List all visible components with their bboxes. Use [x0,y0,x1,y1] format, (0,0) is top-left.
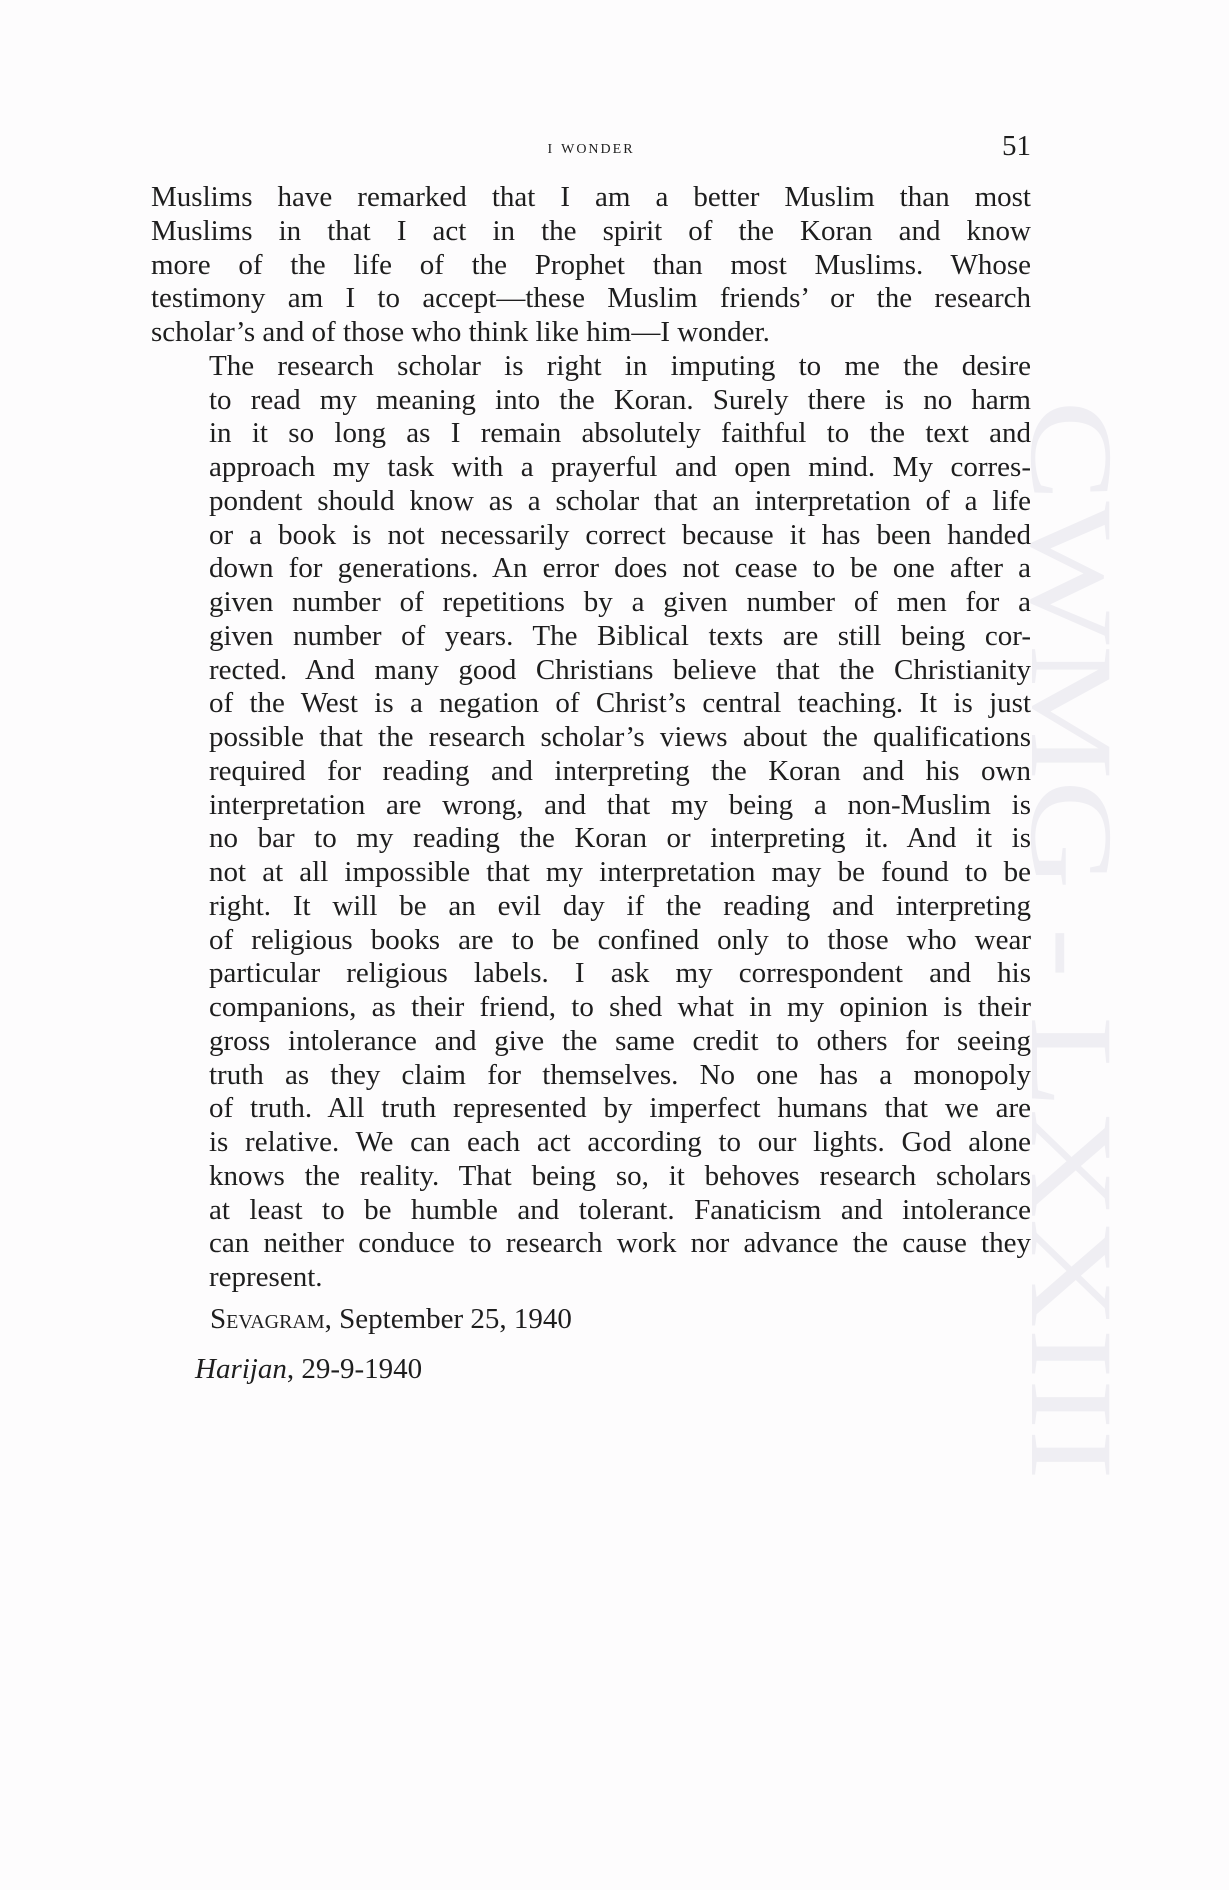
text-line: or a book is not necessarily correct because it has been handed [209,518,1031,551]
text-line: of the West is a negation of Christ’s central teaching. It is just [209,687,1031,720]
text-line: required for reading and interpreting the Koran and his own [209,754,1031,787]
text-line: represent. [209,1261,323,1293]
text-line: truth as they claim for themselves. No one has a monopoly [209,1058,1031,1091]
dateline-date: , September 25, 1940 [324,1303,572,1335]
text-line: The research scholar is right in imputing to me the desire [209,349,1031,382]
watermark-text: CWMG - LXXIII [1006,400,1137,1239]
text-line: can neither conduce to research work nor advance the cause they [209,1227,1031,1260]
source-journal: Harijan [195,1353,287,1385]
text-line: pondent should know as a scholar that an interpretation of a life [209,484,1031,517]
paragraph [151,181,1031,350]
text-line: to read my meaning into the Koran. Surely there is no harm [209,383,1031,416]
text-line: interpretation are wrong, and that my being a non-Muslim is [209,788,1031,821]
text-line: particular religious labels. I ask my correspondent and his [209,957,1031,990]
dateline [210,1303,572,1336]
source-citation [195,1353,422,1386]
text-line: down for generations. An error does not cease to be one after a [209,552,1031,585]
running-title: i wonder [547,136,635,158]
article-body [151,181,1031,1295]
text-line: no bar to my reading the Koran or interpreting it. And it is [209,822,1031,855]
text-line: gross intolerance and give the same credit to others for seeing [209,1024,1031,1057]
text-line: in it so long as I remain absolutely faithful to the text and [209,417,1031,450]
text-line: right. It will be an evil day if the reading and interpreting [209,889,1031,922]
text-line: approach my task with a prayerful and open mind. My corres- [209,451,1031,483]
text-line: knows the reality. That being so, it behoves research scholars [209,1159,1031,1192]
text-line: Muslims have remarked that I am a better Muslim than most [151,181,1031,213]
source-date: , 29-9-1940 [286,1353,423,1385]
paragraph [151,350,1031,1295]
text-line: is relative. We can each act according to our lights. God alone [209,1126,1031,1158]
text-line: of religious books are to be confined only to those who wear [209,923,1031,956]
text-line: more of the life of the Prophet than most Muslims. Whose [151,248,1031,281]
text-line: at least to be humble and tolerant. Fanaticism and intolerance [209,1193,1031,1226]
text-line: Muslims in that I act in the spirit of the Koran and know [151,214,1031,247]
text-line: given number of years. The Biblical texts are still being cor- [209,619,1031,652]
dateline-place: Sevagram [210,1303,325,1335]
text-line: not at all impossible that my interpretation may be found to be [209,856,1031,888]
text-line: scholar’s and of those who think like him—I wonder. [151,316,770,348]
page-header [151,130,1031,170]
text-line: rected. And many good Christians believe that the Christianity [209,653,1031,686]
text-line: testimony am I to accept—these Muslim friends’ or the research [151,282,1031,315]
text-line: companions, as their friend, to shed what in my opinion is their [209,991,1031,1023]
text-line: possible that the research scholar’s views about the qualifications [209,721,1031,753]
text-line: given number of repetitions by a given number of men for a [209,586,1031,618]
text-line: of truth. All truth represented by imperfect humans that we are [209,1092,1031,1125]
page-number: 51 [1002,130,1031,162]
